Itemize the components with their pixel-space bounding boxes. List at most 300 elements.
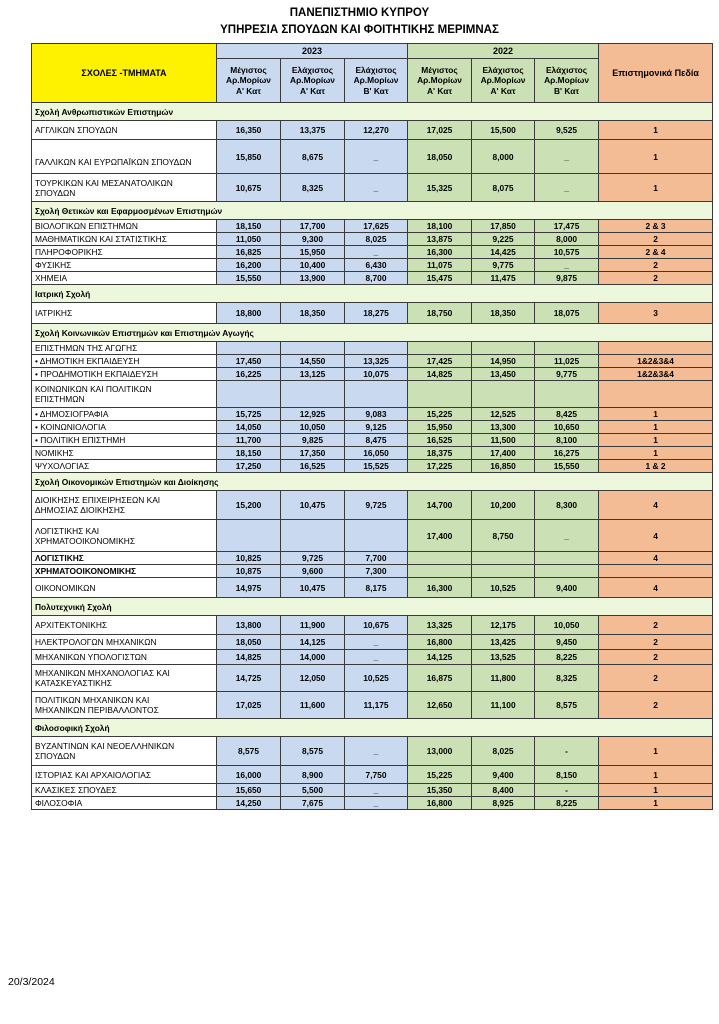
score-2022: 13,525 — [472, 650, 535, 665]
table-row — [32, 303, 713, 324]
score-2023: 9,125 — [345, 421, 408, 434]
column-header-line: Α' Κατ — [235, 85, 262, 96]
scientific-field: 4 — [599, 552, 713, 565]
score-2023: 7,675 — [281, 797, 345, 810]
score-2023: 16,200 — [217, 259, 281, 272]
table-row — [32, 692, 713, 719]
table-row — [32, 616, 713, 635]
score-2023: 14,125 — [281, 635, 345, 650]
score-2022: 11,475 — [472, 272, 535, 285]
score-2022: 8,225 — [535, 650, 599, 665]
score-2023 — [281, 342, 345, 355]
score-2023: 9,600 — [281, 565, 345, 578]
score-2022 — [535, 552, 599, 565]
score-2022: 13,450 — [472, 368, 535, 381]
score-2022 — [535, 342, 599, 355]
score-2022: 14,700 — [408, 491, 472, 520]
score-2023: 14,000 — [281, 650, 345, 665]
score-2022: 13,000 — [408, 737, 472, 766]
table-row — [32, 665, 713, 692]
score-2022: - — [535, 784, 599, 797]
score-2022 — [472, 381, 535, 408]
score-2023: 13,325 — [345, 355, 408, 368]
score-2023: 17,250 — [217, 460, 281, 473]
score-2023: 17,450 — [217, 355, 281, 368]
table-row — [32, 246, 713, 259]
section-row — [32, 103, 713, 121]
score-2023: _ — [345, 635, 408, 650]
score-2023: 11,050 — [217, 233, 281, 246]
column-header-line: Μέγιστος — [421, 64, 458, 75]
score-2022: 9,875 — [535, 272, 599, 285]
score-2022: 12,525 — [472, 408, 535, 421]
department-name-line: ΝΟΜΙΚΗΣ — [35, 448, 74, 458]
score-2022: 11,100 — [472, 692, 535, 719]
section-title: Φιλοσοφική Σχολή — [32, 719, 713, 737]
score-2022: 11,500 — [472, 434, 535, 447]
score-2022: 10,525 — [472, 578, 535, 598]
score-2023: 9,725 — [345, 491, 408, 520]
score-2022: 8,325 — [535, 665, 599, 692]
section-row — [32, 324, 713, 342]
score-2022: 16,800 — [408, 635, 472, 650]
score-2023 — [217, 342, 281, 355]
department-name-line: ΒΥΖΑΝΤΙΝΩΝ ΚΑΙ ΝΕΟΕΛΛΗΝΙΚΩΝ — [35, 741, 175, 751]
fields-header: Επιστημονικά Πεδία — [599, 44, 713, 103]
score-2022: _ — [535, 259, 599, 272]
score-2022: 12,175 — [472, 616, 535, 635]
score-2022: 15,225 — [408, 766, 472, 784]
score-2023: 13,375 — [281, 121, 345, 140]
table-row — [32, 460, 713, 473]
score-2022: 17,425 — [408, 355, 472, 368]
schools-header: ΣΧΟΛΕΣ -ΤΜΗΜΑΤΑ — [32, 44, 217, 103]
score-2022: 17,475 — [535, 220, 599, 233]
score-2022: 9,400 — [472, 766, 535, 784]
table-row — [32, 259, 713, 272]
table-row — [32, 565, 713, 578]
score-2022: 16,525 — [408, 434, 472, 447]
score-2022: 11,800 — [472, 665, 535, 692]
score-2022: 13,300 — [472, 421, 535, 434]
table-row — [32, 784, 713, 797]
score-2022: 9,450 — [535, 635, 599, 650]
department-name-line — [35, 147, 213, 157]
department-name — [32, 692, 217, 719]
column-header-line: Β' Κατ — [363, 85, 389, 96]
scientific-field — [599, 342, 713, 355]
column-header-line: Ελάχιστος — [545, 64, 588, 75]
table-row — [32, 635, 713, 650]
scientific-field: 2 — [599, 692, 713, 719]
department-name-line: ΜΗΧΑΝΙΚΩΝ ΜΗΧΑΝΟΛΟΓΙΑΣ ΚΑΙ — [35, 668, 170, 678]
scientific-field: 1 — [599, 121, 713, 140]
scientific-field: 3 — [599, 303, 713, 324]
score-2023: 11,900 — [281, 616, 345, 635]
table-row — [32, 491, 713, 520]
department-name — [32, 460, 217, 473]
score-2023: 15,950 — [281, 246, 345, 259]
score-2022: 16,800 — [408, 797, 472, 810]
score-2022: 14,950 — [472, 355, 535, 368]
score-2023: 15,200 — [217, 491, 281, 520]
score-2022: 17,400 — [408, 520, 472, 552]
department-name-line: ΔΗΜΟΣΙΑΣ ΔΙΟΙΚΗΣΗΣ — [35, 505, 126, 515]
score-2023: 8,900 — [281, 766, 345, 784]
score-2023: _ — [345, 784, 408, 797]
score-2023: 15,525 — [345, 460, 408, 473]
department-name — [32, 303, 217, 324]
department-name-line: ΦΥΣΙΚΗΣ — [35, 260, 72, 270]
column-header-line: Αρ.Μορίων — [290, 75, 335, 86]
score-2023 — [281, 381, 345, 408]
score-2023: 14,725 — [217, 665, 281, 692]
department-name-line: ΑΓΓΛΙΚΩΝ ΣΠΟΥΔΩΝ — [35, 125, 118, 135]
department-name-line: ΒΙΟΛΟΓΙΚΩΝ ΕΠΙΣΤΗΜΩΝ — [35, 221, 138, 231]
department-name — [32, 635, 217, 650]
section-title: Σχολή Οικονομικών Επιστημών και Διοίκησης — [32, 473, 713, 491]
score-2022: 16,275 — [535, 447, 599, 460]
score-2023: 16,000 — [217, 766, 281, 784]
department-name-line: ΗΛΕΚΤΡΟΛΟΓΩΝ ΜΗΧΑΝΙΚΩΝ — [35, 637, 157, 647]
score-2022: 16,300 — [408, 578, 472, 598]
score-2022 — [535, 381, 599, 408]
column-header-line: Αρ.Μορίων — [417, 75, 462, 86]
score-2022: 10,200 — [472, 491, 535, 520]
score-2023: _ — [345, 246, 408, 259]
score-2023: 18,800 — [217, 303, 281, 324]
score-2023: 10,525 — [345, 665, 408, 692]
table-row — [32, 368, 713, 381]
column-header-line: Αρ.Μορίων — [226, 75, 271, 86]
department-name-line: ΙΣΤΟΡΙΑΣ ΚΑΙ ΑΡΧΑΙΟΛΟΓΙΑΣ — [35, 769, 152, 780]
scientific-field: 1 — [599, 421, 713, 434]
department-name — [32, 381, 217, 408]
column-header-line: Α' Κατ — [490, 85, 516, 96]
score-2022: 18,050 — [408, 140, 472, 174]
scientific-field: 2 — [599, 233, 713, 246]
score-2023: 14,975 — [217, 578, 281, 598]
score-2023: _ — [345, 737, 408, 766]
score-2022 — [472, 552, 535, 565]
department-name-line: ΨΥΧΟΛΟΓΙΑΣ — [35, 461, 90, 471]
score-2023: 8,475 — [345, 434, 408, 447]
score-2022 — [408, 342, 472, 355]
department-name — [32, 616, 217, 635]
score-2022: 18,350 — [472, 303, 535, 324]
column-header-line: Αρ.Μορίων — [353, 75, 399, 86]
score-2023: 18,150 — [217, 220, 281, 233]
table-row — [32, 578, 713, 598]
score-2022: 17,400 — [472, 447, 535, 460]
scientific-field: 2 — [599, 272, 713, 285]
department-name-line: ΧΡΗΜΑΤΟΟΙΚΟΝΟΜΙΚΗΣ — [35, 535, 135, 546]
score-2023: 6,430 — [345, 259, 408, 272]
score-2022: 11,025 — [535, 355, 599, 368]
score-2022: 13,325 — [408, 616, 472, 635]
department-name — [32, 578, 217, 598]
department-name — [32, 784, 217, 797]
section-row — [32, 598, 713, 616]
score-2023: 18,275 — [345, 303, 408, 324]
scientific-field: 1 — [599, 737, 713, 766]
column-header-line: Ελάχιστος — [291, 64, 334, 75]
score-2023: 17,350 — [281, 447, 345, 460]
table-row — [32, 650, 713, 665]
department-name-line: ΚΟΙΝΩΝΙΚΩΝ ΚΑΙ ΠΟΛΙΤΙΚΩΝ — [35, 384, 152, 394]
column-header — [217, 59, 281, 103]
score-2022: _ — [535, 520, 599, 552]
score-2023: 14,550 — [281, 355, 345, 368]
score-2022: 9,225 — [472, 233, 535, 246]
scientific-field: 1 — [599, 140, 713, 174]
table-row — [32, 421, 713, 434]
section-row — [32, 202, 713, 220]
department-name — [32, 797, 217, 810]
table-row — [32, 220, 713, 233]
score-2023: 10,475 — [281, 578, 345, 598]
score-2022: 16,875 — [408, 665, 472, 692]
score-2022: 8,750 — [472, 520, 535, 552]
score-2022: 18,100 — [408, 220, 472, 233]
department-name-line: ΑΡΧΙΤΕΚΤΟΝΙΚΗΣ — [35, 620, 108, 630]
score-2023: 10,400 — [281, 259, 345, 272]
department-name-line: ΟΙΚΟΝΟΜΙΚΩΝ — [35, 582, 96, 593]
score-2023: 17,625 — [345, 220, 408, 233]
scientific-field — [599, 565, 713, 578]
column-header-line: Α' Κατ — [426, 85, 453, 96]
score-2022: 15,475 — [408, 272, 472, 285]
scientific-field: 1 — [599, 408, 713, 421]
score-2023: 9,083 — [345, 408, 408, 421]
department-name-line: ΚΑΤΑΣΚΕΥΑΣΤΙΚΗΣ — [35, 678, 112, 688]
score-2022: 8,300 — [535, 491, 599, 520]
department-name-line: ΠΟΛΙΤΙΚΩΝ ΜΗΧΑΝΙΚΩΝ ΚΑΙ — [35, 695, 150, 705]
score-2023 — [345, 342, 408, 355]
score-2023: 10,875 — [217, 565, 281, 578]
scientific-field: 2 — [599, 635, 713, 650]
table-row — [32, 447, 713, 460]
score-2023: 15,725 — [217, 408, 281, 421]
column-header — [345, 59, 408, 103]
score-2022: _ — [535, 174, 599, 202]
score-2023: 16,525 — [281, 460, 345, 473]
column-header-line: Αρ.Μορίων — [480, 75, 526, 86]
table-row — [32, 434, 713, 447]
score-2022: 8,425 — [535, 408, 599, 421]
admission-scores-table — [31, 43, 713, 810]
score-2022: 15,550 — [535, 460, 599, 473]
scientific-field: 4 — [599, 578, 713, 598]
score-2022: 10,650 — [535, 421, 599, 434]
score-2023: 16,050 — [345, 447, 408, 460]
score-2023: 9,725 — [281, 552, 345, 565]
score-2023: 13,800 — [217, 616, 281, 635]
table-row — [32, 797, 713, 810]
score-2022: 16,300 — [408, 246, 472, 259]
table-row — [32, 355, 713, 368]
score-2023: 5,500 — [281, 784, 345, 797]
department-name — [32, 233, 217, 246]
score-2022: 15,325 — [408, 174, 472, 202]
scientific-field: 2 — [599, 616, 713, 635]
scientific-field: 1&2&3&4 — [599, 368, 713, 381]
score-2022: 18,375 — [408, 447, 472, 460]
department-name — [32, 491, 217, 520]
score-2022: 17,225 — [408, 460, 472, 473]
scientific-field: 2 & 3 — [599, 220, 713, 233]
section-row — [32, 285, 713, 303]
score-2023: 14,250 — [217, 797, 281, 810]
score-2023: _ — [345, 797, 408, 810]
department-name-line: ΜΑΘΗΜΑΤΙΚΩΝ ΚΑΙ ΣΤΑΤΙΣΤΙΚΗΣ — [35, 234, 167, 244]
score-2023: 11,175 — [345, 692, 408, 719]
score-2022: 8,575 — [535, 692, 599, 719]
score-2022: 15,225 — [408, 408, 472, 421]
score-2022: 8,000 — [472, 140, 535, 174]
score-2023 — [345, 520, 408, 552]
score-2022: 8,400 — [472, 784, 535, 797]
score-2022 — [472, 565, 535, 578]
page-title: ΠΑΝΕΠΙΣΤΗΜΙΟ ΚΥΠΡΟΥ — [289, 7, 430, 19]
score-2022: 8,150 — [535, 766, 599, 784]
score-2023: 14,050 — [217, 421, 281, 434]
score-2023: 18,150 — [217, 447, 281, 460]
scientific-field: 4 — [599, 491, 713, 520]
section-row — [32, 719, 713, 737]
scientific-field: 4 — [599, 520, 713, 552]
score-2022 — [472, 342, 535, 355]
score-2023: 7,700 — [345, 552, 408, 565]
table-row — [32, 408, 713, 421]
score-2022: 10,575 — [535, 246, 599, 259]
score-2023: 15,650 — [217, 784, 281, 797]
score-2022: 9,400 — [535, 578, 599, 598]
score-2023: 18,050 — [217, 635, 281, 650]
scientific-field: 1 — [599, 447, 713, 460]
column-header — [408, 59, 472, 103]
department-name-line: • ΔΗΜΟΤΙΚΗ ΕΚΠΑΙΔΕΥΣΗ — [35, 356, 140, 366]
column-header-line: Μέγιστος — [230, 64, 267, 75]
department-name-line: ΚΛΑΣΙΚΕΣ ΣΠΟΥΔΕΣ — [35, 785, 117, 795]
department-name — [32, 259, 217, 272]
department-name-line: ΛΟΓΙΣΤΙΚΗΣ ΚΑΙ — [35, 525, 100, 536]
table-row — [32, 121, 713, 140]
department-name-line: ΔΙΟΙΚΗΣΗΣ ΕΠΙΧΕΙΡΗΣΕΩΝ ΚΑΙ — [35, 495, 161, 505]
score-2023: 8,325 — [281, 174, 345, 202]
score-2022: 13,425 — [472, 635, 535, 650]
table-row — [32, 140, 713, 174]
table-row — [32, 552, 713, 565]
section-title: Πολυτεχνική Σχολή — [32, 598, 713, 616]
table-row — [32, 272, 713, 285]
department-name-line: ΕΠΙΣΤΗΜΩΝ ΤΗΣ ΑΓΩΓΗΣ — [35, 343, 138, 353]
department-name-line: ΙΑΤΡΙΚΗΣ — [35, 308, 73, 318]
score-2023: 11,700 — [217, 434, 281, 447]
score-2023: 16,225 — [217, 368, 281, 381]
score-2022 — [408, 381, 472, 408]
section-title: Ιατρική Σχολή — [32, 285, 713, 303]
score-2022: 14,125 — [408, 650, 472, 665]
score-2023: 13,900 — [281, 272, 345, 285]
year-2022-header: 2022 — [408, 44, 599, 59]
department-name — [32, 342, 217, 355]
department-name — [32, 220, 217, 233]
score-2022: 17,850 — [472, 220, 535, 233]
score-2023: 13,125 — [281, 368, 345, 381]
section-row — [32, 473, 713, 491]
score-2023: 8,675 — [281, 140, 345, 174]
department-name — [32, 355, 217, 368]
score-2023: 7,300 — [345, 565, 408, 578]
score-2022: 9,775 — [472, 259, 535, 272]
score-2022: 18,750 — [408, 303, 472, 324]
score-2022: - — [535, 737, 599, 766]
department-name — [32, 565, 217, 578]
score-2023: 10,475 — [281, 491, 345, 520]
score-2023: 12,050 — [281, 665, 345, 692]
score-2023: 16,350 — [217, 121, 281, 140]
department-name — [32, 246, 217, 259]
score-2023 — [281, 520, 345, 552]
score-2022 — [408, 552, 472, 565]
department-name-line: ΕΠΙΣΤΗΜΩΝ — [35, 394, 85, 404]
score-2023: _ — [345, 174, 408, 202]
score-2023: 8,175 — [345, 578, 408, 598]
score-2023: 15,550 — [217, 272, 281, 285]
score-2023: 10,825 — [217, 552, 281, 565]
column-header-line: Αρ.Μορίων — [544, 75, 589, 86]
department-name — [32, 665, 217, 692]
table-row — [32, 381, 713, 408]
score-2023 — [345, 381, 408, 408]
table-row — [32, 737, 713, 766]
score-2023: _ — [345, 140, 408, 174]
score-2023: 12,270 — [345, 121, 408, 140]
score-2023: 10,675 — [345, 616, 408, 635]
department-name-line: • ΠΟΛΙΤΙΚΗ ΕΠΙΣΤΗΜΗ — [35, 435, 126, 445]
column-header — [535, 59, 599, 103]
table-row — [32, 233, 713, 246]
department-name-line: ΜΗΧΑΝΙΚΩΝ ΥΠΟΛΟΓΙΣΤΩΝ — [35, 652, 147, 662]
department-name — [32, 447, 217, 460]
score-2022: 13,875 — [408, 233, 472, 246]
department-name — [32, 272, 217, 285]
department-name-line: ΤΟΥΡΚΙΚΩΝ ΚΑΙ ΜΕΣΑΝΑΤΟΛΙΚΩΝ — [35, 177, 173, 188]
scientific-field: 2 & 4 — [599, 246, 713, 259]
score-2022: 14,425 — [472, 246, 535, 259]
scientific-field — [599, 381, 713, 408]
score-2023: 12,925 — [281, 408, 345, 421]
scientific-field: 2 — [599, 650, 713, 665]
score-2022: 10,050 — [535, 616, 599, 635]
department-name — [32, 552, 217, 565]
department-name-line: ΦΙΛΟΣΟΦΙΑ — [35, 798, 83, 808]
page-subtitle: ΥΠΗΡΕΣΙΑ ΣΠΟΥΔΩΝ ΚΑΙ ΦΟΙΤΗΤΙΚΗΣ ΜΕΡΙΜΝΑΣ — [220, 24, 499, 36]
score-2022 — [535, 565, 599, 578]
score-2022: 8,100 — [535, 434, 599, 447]
column-header — [281, 59, 345, 103]
column-header-line: Β' Κατ — [553, 85, 580, 96]
score-2023: 9,300 — [281, 233, 345, 246]
scientific-field: 2 — [599, 665, 713, 692]
department-name — [32, 520, 217, 552]
section-title: Σχολή Θετικών και Εφαρμοσμένων Επιστημών — [32, 202, 713, 220]
score-2022: 12,650 — [408, 692, 472, 719]
scientific-field: 1 & 2 — [599, 460, 713, 473]
scientific-field: 1&2&3&4 — [599, 355, 713, 368]
score-2023: 8,575 — [217, 737, 281, 766]
